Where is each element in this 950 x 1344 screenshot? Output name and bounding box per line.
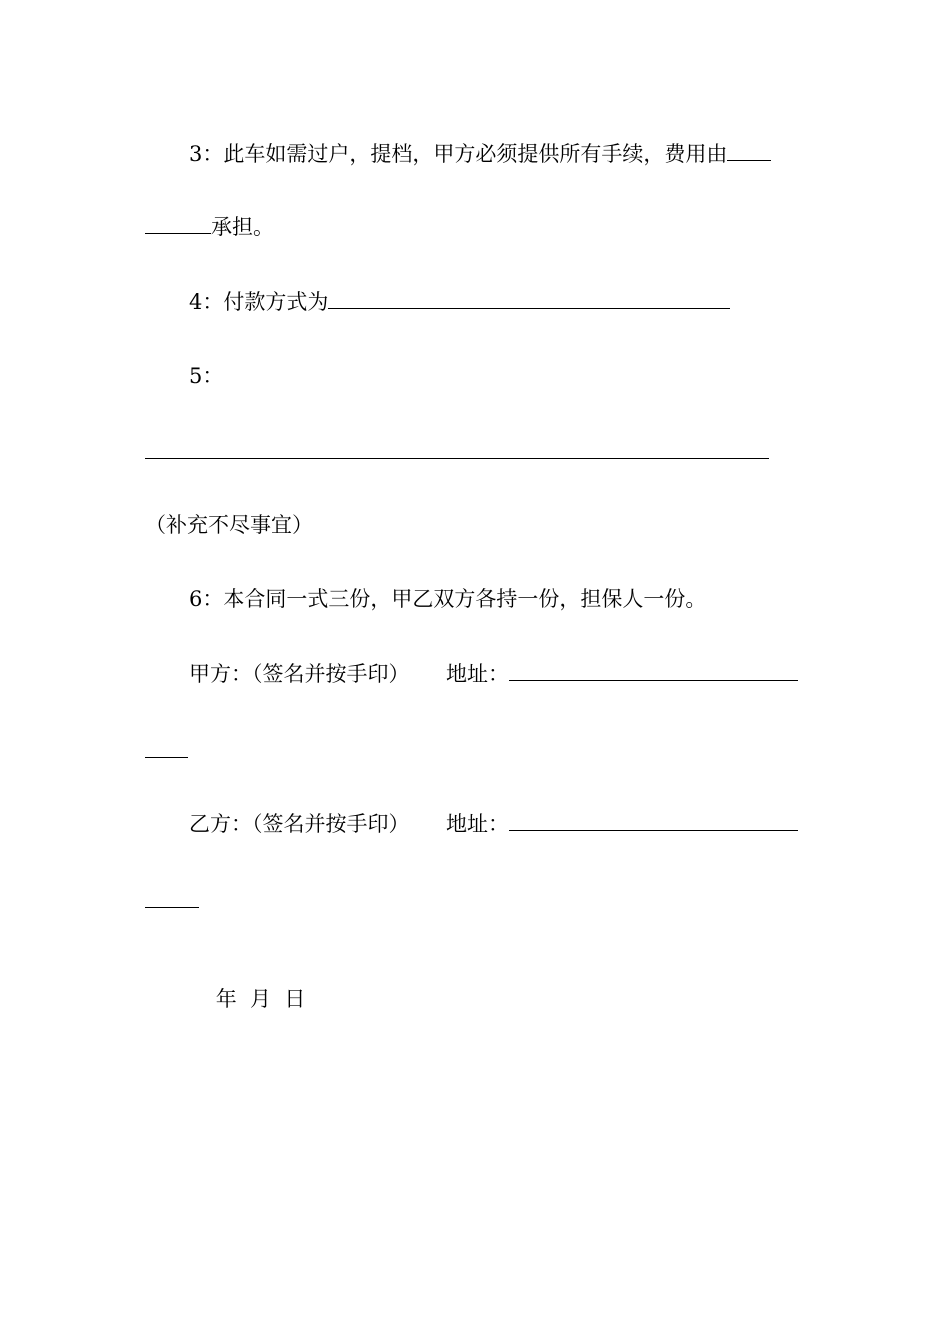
party-a-address [446,661,798,687]
supplement-text: （补充不尽事宜） [145,513,313,537]
clause-3-continuation-text: 承担。 [211,215,274,239]
party-a-signature-line [189,661,410,687]
party-a-label: 甲方：（签名并按手印） [189,662,410,686]
party-b-signature-line [189,811,410,837]
clause-5 [189,363,223,389]
blank-party-b-address-cont [145,907,199,908]
clause-4-text: 4：付款方式为 [189,290,329,314]
clause-3-continuation [145,214,274,240]
party-b-address-label: 地址： [446,812,509,836]
date-text: 年 月 日 [215,987,306,1011]
date-line [189,960,305,1038]
blank-fee-payer [727,142,771,161]
clause-3 [189,141,771,167]
supplement-note [145,512,313,538]
clause-4 [189,289,730,315]
blank-party-a-address-cont [145,757,188,758]
blank-party-a-address [509,662,798,681]
blank-payment-method [328,290,730,309]
party-b-address [446,811,798,837]
blank-clause-5-line [145,458,769,459]
party-b-label: 乙方：（签名并按手印） [189,812,410,836]
clause-5-text: 5： [189,364,224,388]
clause-3-text: 3：此车如需过户，提档，甲方必须提供所有手续，费用由 [189,142,728,166]
blank-party-b-address [509,812,798,831]
clause-6 [189,586,706,612]
blank-fee-payer-cont [145,215,211,234]
clause-6-text: 6：本合同一式三份，甲乙双方各持一份，担保人一份。 [189,587,707,611]
party-a-address-label: 地址： [446,662,509,686]
